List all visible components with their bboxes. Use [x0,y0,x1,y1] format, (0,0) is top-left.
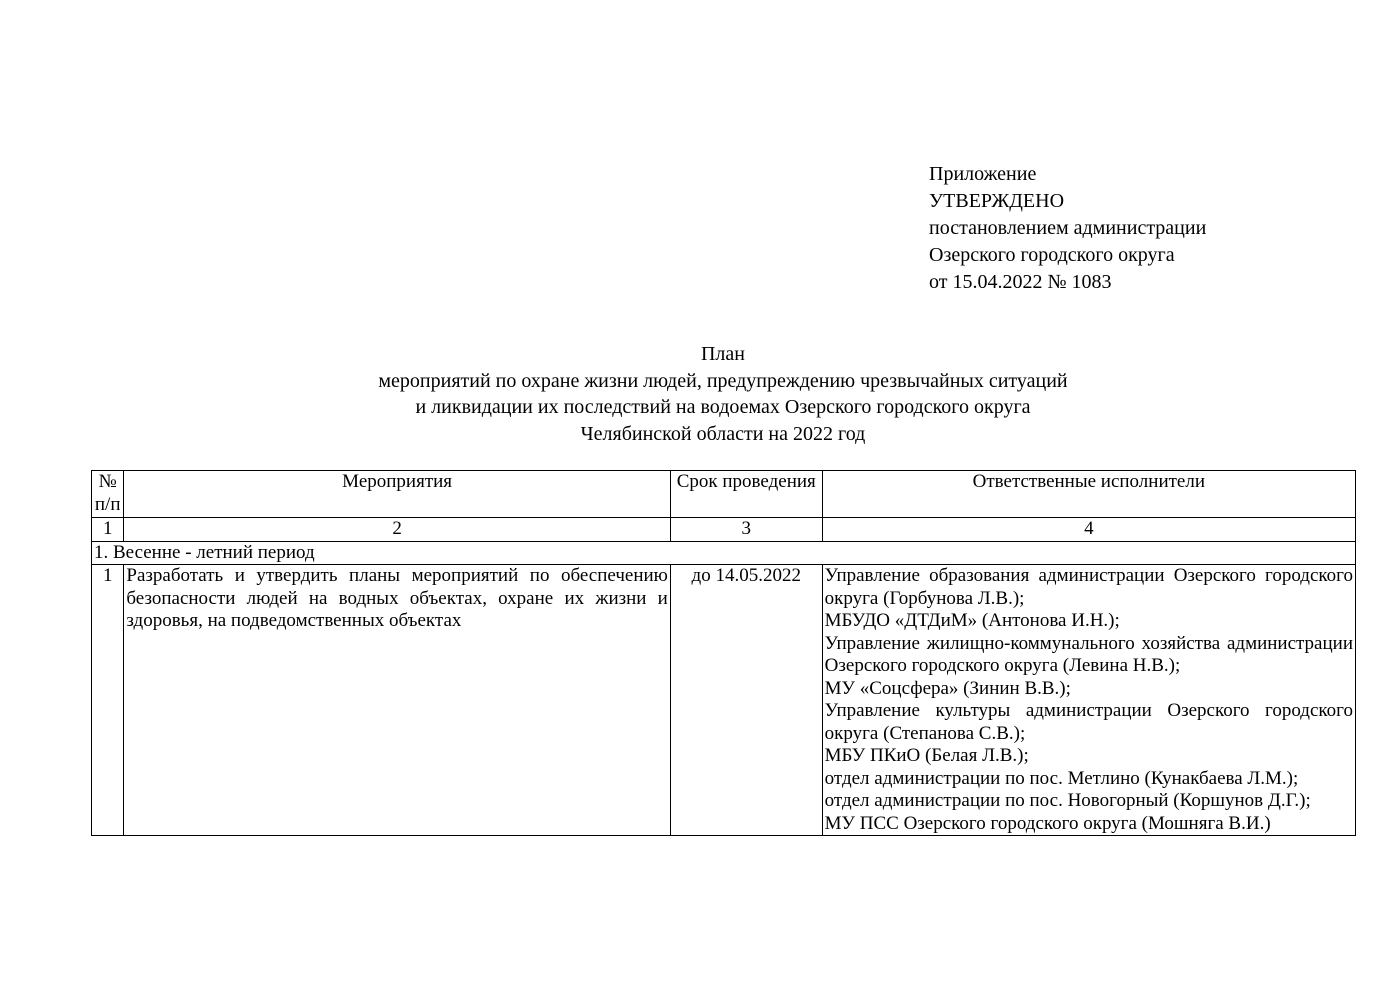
row-number: 1 [92,565,124,836]
executor-entry: МБУДО «ДТДиМ» (Антонова И.Н.); [824,610,1120,631]
plan-table [91,470,1356,836]
approval-line: Приложение [929,163,1037,185]
title-line: План [700,343,745,365]
section-title: 1. Весенне - летний период [92,541,1356,565]
section-row [92,541,1356,565]
column-number: 1 [92,518,124,542]
executor-entry: МБУ ПКиО (Белая Л.В.); [824,745,1029,766]
header-activity: Мероприятия [124,471,670,518]
approval-block [929,161,1206,296]
executor-entry: Управление культуры администрации Озерского городского округа (Степанова С.В.); [824,700,1353,744]
column-number: 2 [124,518,670,542]
document-title [0,341,1400,447]
header-num: № п/п [92,471,124,518]
header-deadline: Срок проведения [670,471,822,518]
executor-entry: Управление жилищно-коммунального хозяйства администрации Озерского городского округа (Левина Н.В.); [824,632,1353,676]
column-number: 3 [670,518,822,542]
approval-line: Озерского городского округа [929,244,1175,266]
column-number: 4 [822,518,1355,542]
title-line: Челябинской области на 2022 год [580,422,866,445]
table-row [92,565,1356,836]
title-line: мероприятий по охране жизни людей, предупреждению чрезвычайных ситуаций [378,369,1068,392]
approval-line: от 15.04.2022 № 1083 [929,271,1112,293]
approval-line: УТВЕРЖДЕНО [929,190,1065,212]
executor-entry: отдел администрации по пос. Новогорный (Коршунов Д.Г.); [824,790,1311,811]
approval-line: постановлением администрации [929,217,1207,239]
table-header-row [92,471,1356,518]
executor-entry: отдел администрации по пос. Метлино (Кунакбаева Л.М.); [824,767,1299,789]
executor-entry: МУ ПСС Озерского городского округа (Мошняга В.И.) [824,812,1271,834]
header-executors: Ответственные исполнители [822,471,1355,518]
column-number-row [92,518,1356,542]
row-executors [822,565,1355,836]
row-deadline: до 14.05.2022 [670,565,822,836]
title-line: и ликвидации их последствий на водоемах Озерского городского округа [415,396,1031,418]
executor-entry: Управление образования администрации Озерского городского округа (Горбунова Л.В.); [824,565,1353,609]
executor-entry: МУ «Соцсфера» (Зинин В.В.); [824,677,1071,699]
row-activity: Разработать и утвердить планы мероприятий по обеспечению безопасности людей на водных объектах, охране их жизни и здоровья, на подведомственных объектах [124,565,670,836]
